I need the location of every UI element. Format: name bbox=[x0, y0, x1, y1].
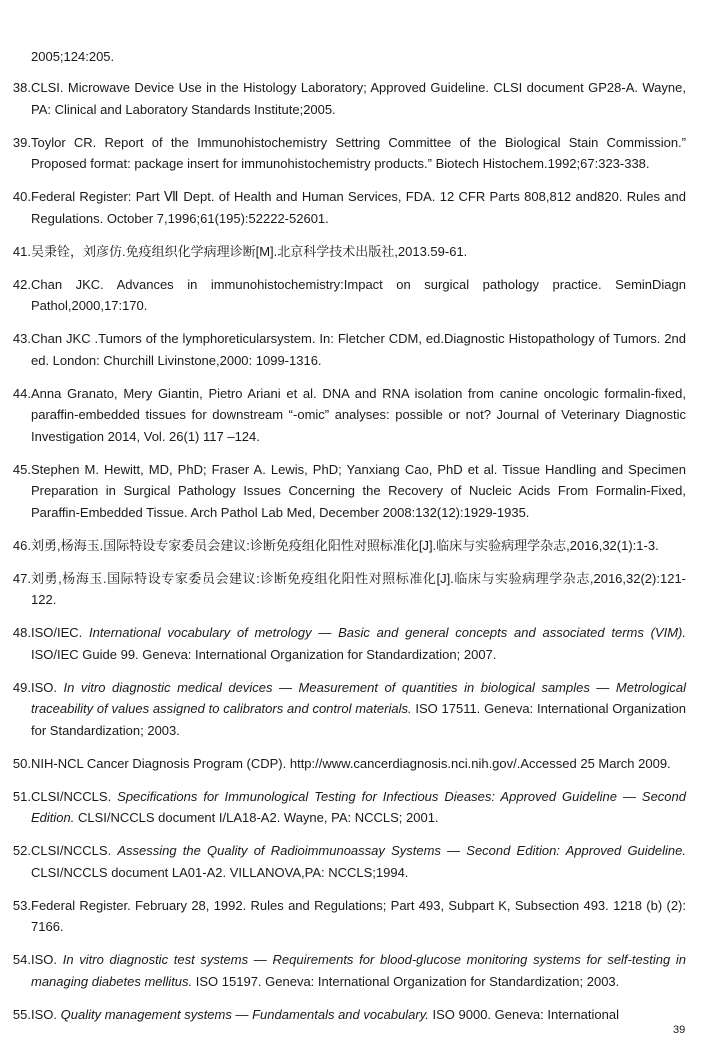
reference-text bbox=[31, 1004, 686, 1026]
reference-title: Assessing the Quality of Radioimmunoassay Systems — Second Edition: Approved Guideline. bbox=[117, 843, 686, 858]
reference-text: Federal Register. February 28, 1992. Rules and Regulations; Part 493, Subpart K, Subsection 493. 1218 (b) (2): 7166. bbox=[31, 897, 686, 934]
reference-source: ISO 17511. Geneva: International Organization for Standardization; 2003. bbox=[31, 701, 686, 738]
reference-text: NIH-NCL Cancer Diagnosis Program (CDP). http://www.cancerdiagnosis.nci.nih.gov/.Accessed 25 March 2009. bbox=[31, 755, 671, 771]
reference-author: ISO. bbox=[31, 952, 63, 967]
reference-item bbox=[10, 786, 686, 829]
reference-author: ISO. bbox=[31, 1006, 61, 1022]
reference-text: CLSI. Microwave Device Use in the Histology Laboratory; Approved Guideline. CLSI document GP28-A. Wayne, PA: Clinical and Laboratory Standards Institute;2005. bbox=[31, 80, 686, 117]
reference-item bbox=[10, 186, 686, 229]
reference-source: ISO 9000. Geneva: International bbox=[428, 1006, 619, 1022]
reference-text: Toylor CR. Report of the Immunohistochemistry Settring Committee of the Biological Stain Commission.” Proposed format: package insert for immunohistochemistry products.” Biotech Histochem.1992;67:323-338. bbox=[31, 134, 686, 171]
reference-number: 45. bbox=[12, 461, 31, 477]
reference-number: 55. bbox=[12, 1006, 31, 1022]
reference-item bbox=[10, 949, 686, 992]
reference-author: CLSI/NCCLS. bbox=[31, 788, 118, 804]
reference-item bbox=[10, 1004, 686, 1026]
reference-number: 40. bbox=[12, 189, 31, 204]
reference-author: ISO/IEC. bbox=[31, 625, 90, 640]
reference-item bbox=[10, 132, 686, 175]
reference-number: 44. bbox=[12, 385, 31, 401]
reference-text: Anna Granato, Mery Giantin, Pietro Ariani et al. DNA and RNA isolation from canine oncologic formalin-fixed, paraffin-embedded tissues for downstream “-omic” analyses: possible or not? Journal of Veterinary Diagnostic Investigation 2014, Vol. 26(1) 117 –124. bbox=[31, 385, 686, 444]
reference-text: Stephen M. Hewitt, MD, PhD; Fraser A. Lewis, PhD; Yanxiang Cao, PhD et al. Tissue Handling and Specimen Preparation in Surgical Pathology Issues Concerning the Recovery of Nucleic Acids From Formalin-Fixed, Paraffin-Embedded Tissue. Arch Pathol Lab Med, December 2008:132(12):1929-1935. bbox=[31, 461, 686, 520]
reference-number: 52. bbox=[12, 843, 31, 858]
reference-text: Chan JKC .Tumors of the lymphoreticularsystem. In: Fletcher CDM, ed.Diagnostic Histopathology of Tumors. 2nd ed. London: Churchill Livinstone,2000: 1099-1316. bbox=[31, 331, 686, 368]
reference-number: 54. bbox=[12, 952, 31, 967]
reference-text: 刘勇,杨海玉.国际特设专家委员会建议:诊断免疫组化阳性对照标准化[J].临床与实验病理学杂志,2016,32(1):1-3. bbox=[31, 537, 659, 553]
reference-item bbox=[10, 241, 686, 263]
reference-number: 48. bbox=[12, 625, 31, 640]
reference-number: 49. bbox=[12, 679, 31, 695]
page-number: 39 bbox=[673, 1024, 686, 1036]
reference-text bbox=[31, 622, 686, 665]
reference-item bbox=[10, 840, 686, 883]
reference-number: 50. bbox=[12, 755, 31, 771]
reference-text: Federal Register: Part Ⅶ Dept. of Health and Human Services, FDA. 12 CFR Parts 808,812 and820. Rules and Regulations. October 7,1996;61(195):52222-52601. bbox=[31, 189, 686, 226]
reference-source: CLSI/NCCLS document I/LA18-A2. Wayne, PA: NCCLS; 2001. bbox=[74, 810, 439, 825]
reference-text bbox=[31, 840, 686, 883]
reference-number: 42. bbox=[12, 276, 31, 292]
reference-item bbox=[10, 677, 686, 742]
reference-title: Specifications for Immunological Testing for Infectious Dieases: Approved Guideline — Second Edition. bbox=[31, 788, 686, 825]
reference-item bbox=[10, 535, 686, 557]
reference-source: ISO 15197. Geneva: International Organization for Standardization; 2003. bbox=[192, 973, 620, 989]
reference-title: In vitro diagnostic medical devices — Measurement of quantities in biological samples — Metrological traceability of values assigned to calibrators and control materials. bbox=[31, 679, 686, 716]
reference-text: Chan JKC. Advances in immunohistochemistry:Impact on surgical pathology practice. SeminDiagn Pathol,2000,17:170. bbox=[31, 276, 686, 313]
reference-text bbox=[31, 949, 686, 992]
reference-number: 39. bbox=[12, 134, 31, 150]
reference-item bbox=[10, 568, 686, 611]
reference-number: 53. bbox=[12, 897, 31, 913]
reference-number: 43. bbox=[12, 331, 31, 346]
reference-number: 41. bbox=[12, 243, 31, 259]
reference-source: ISO/IEC Guide 99. Geneva: International Organization for Standardization; 2007. bbox=[31, 646, 497, 662]
reference-author: ISO. bbox=[31, 679, 64, 695]
reference-item bbox=[10, 753, 686, 775]
reference-title: In vitro diagnostic test systems — Requirements for blood-glucose monitoring systems for self-testing in managing diabetes mellitus. bbox=[31, 952, 686, 989]
reference-item bbox=[10, 328, 686, 371]
reference-title: International vocabulary of metrology — Basic and general concepts and associated terms (VIM). bbox=[89, 625, 686, 640]
reference-text: 刘勇,杨海玉.国际特设专家委员会建议:诊断免疫组化阳性对照标准化[J].临床与实验病理学杂志,2016,32(2):121-122. bbox=[31, 570, 686, 607]
reference-source: CLSI/NCCLS document LA01-A2. VILLANOVA,PA: NCCLS;1994. bbox=[31, 864, 409, 880]
reference-text: 吴秉铨，刘彦仿.免疫组织化学病理诊断[M].北京科学技术出版社,2013.59-61. bbox=[31, 243, 468, 259]
reference-text bbox=[31, 786, 686, 829]
reference-author: CLSI/NCCLS. bbox=[31, 843, 118, 858]
reference-item bbox=[10, 895, 686, 938]
reference-number: 46. bbox=[12, 537, 31, 553]
reference-number: 47. bbox=[12, 570, 31, 586]
reference-item bbox=[10, 77, 686, 120]
reference-item bbox=[10, 274, 686, 317]
reference-item bbox=[10, 459, 686, 524]
reference-title: Quality management systems — Fundamentals and vocabulary. bbox=[60, 1006, 429, 1022]
reference-item bbox=[10, 622, 686, 665]
reference-item bbox=[10, 383, 686, 448]
reference-number: 38. bbox=[12, 80, 31, 95]
reference-number: 51. bbox=[12, 788, 31, 804]
reference-text bbox=[31, 677, 686, 742]
reference-list bbox=[10, 77, 686, 1037]
continued-reference-text: 2005;124:205. bbox=[31, 49, 115, 64]
